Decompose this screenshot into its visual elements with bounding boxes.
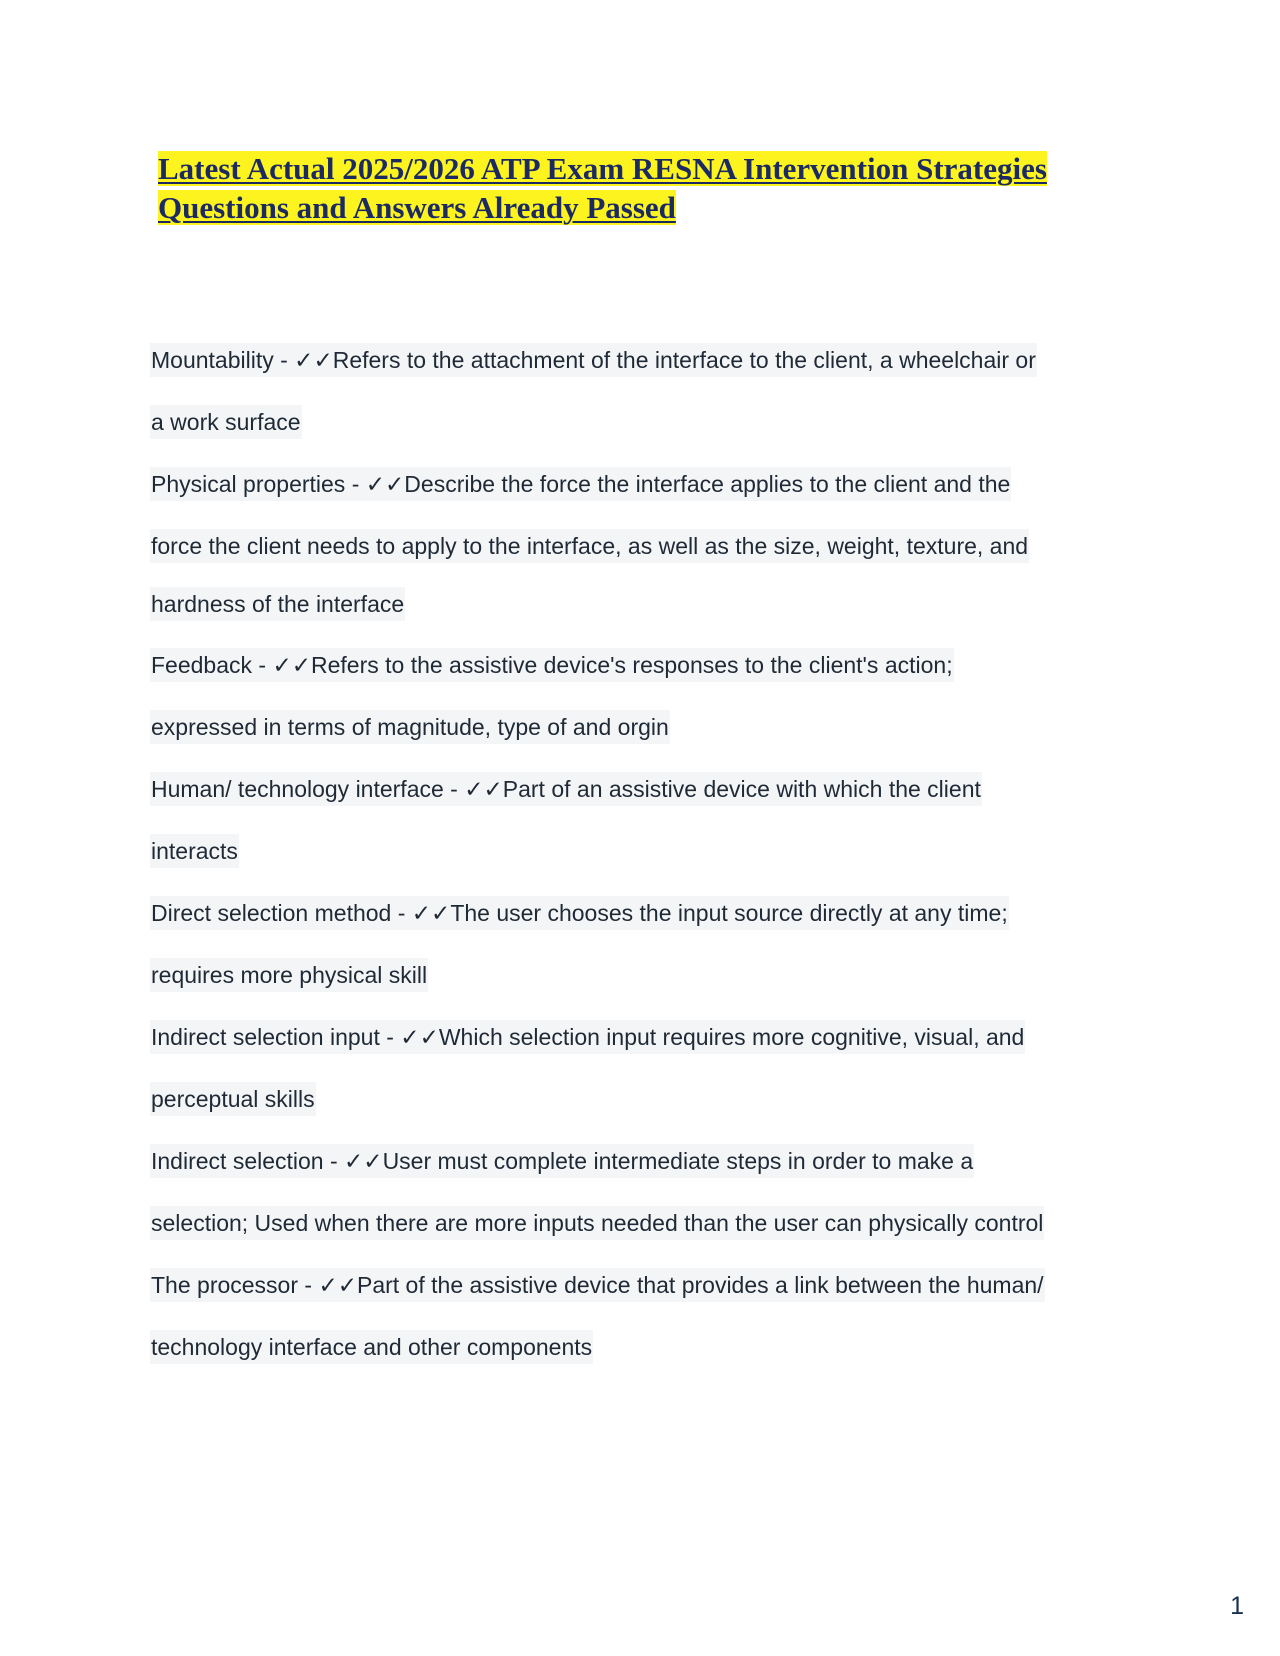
text-line: requires more physical skill	[150, 958, 428, 992]
text-line: Human/ technology interface - ✓✓Part of an assistive device with which the client	[150, 772, 982, 806]
text-line: Mountability - ✓✓Refers to the attachment of the interface to the client, a wheelchair or	[150, 343, 1037, 377]
text-line: hardness of the interface	[150, 587, 405, 621]
text-line: expressed in terms of magnitude, type of and orgin	[150, 710, 670, 744]
text-line: technology interface and other components	[150, 1330, 593, 1364]
text-line: Indirect selection input - ✓✓Which selection input requires more cognitive, visual, and	[150, 1020, 1025, 1054]
text-line: Indirect selection - ✓✓User must complete intermediate steps in order to make a	[150, 1144, 974, 1178]
text-line: The processor - ✓✓Part of the assistive device that provides a link between the human/	[150, 1268, 1045, 1302]
text-line: Feedback - ✓✓Refers to the assistive device's responses to the client's action;	[150, 648, 954, 682]
page-number: 1	[1230, 1592, 1244, 1620]
text-line: selection; Used when there are more inputs needed than the user can physically control	[150, 1206, 1044, 1240]
text-line: a work surface	[150, 405, 302, 439]
document-title	[158, 149, 1138, 227]
text-line: Physical properties - ✓✓Describe the force the interface applies to the client and the	[150, 467, 1011, 501]
text-line: perceptual skills	[150, 1082, 316, 1116]
text-line: Direct selection method - ✓✓The user chooses the input source directly at any time;	[150, 896, 1009, 930]
title-line-1: Latest Actual 2025/2026 ATP Exam RESNA Intervention Strategies	[158, 151, 1047, 186]
text-line: force the client needs to apply to the interface, as well as the size, weight, texture, and	[150, 529, 1029, 563]
title-line-2: Questions and Answers Already Passed	[158, 190, 676, 225]
text-line: interacts	[150, 834, 239, 868]
